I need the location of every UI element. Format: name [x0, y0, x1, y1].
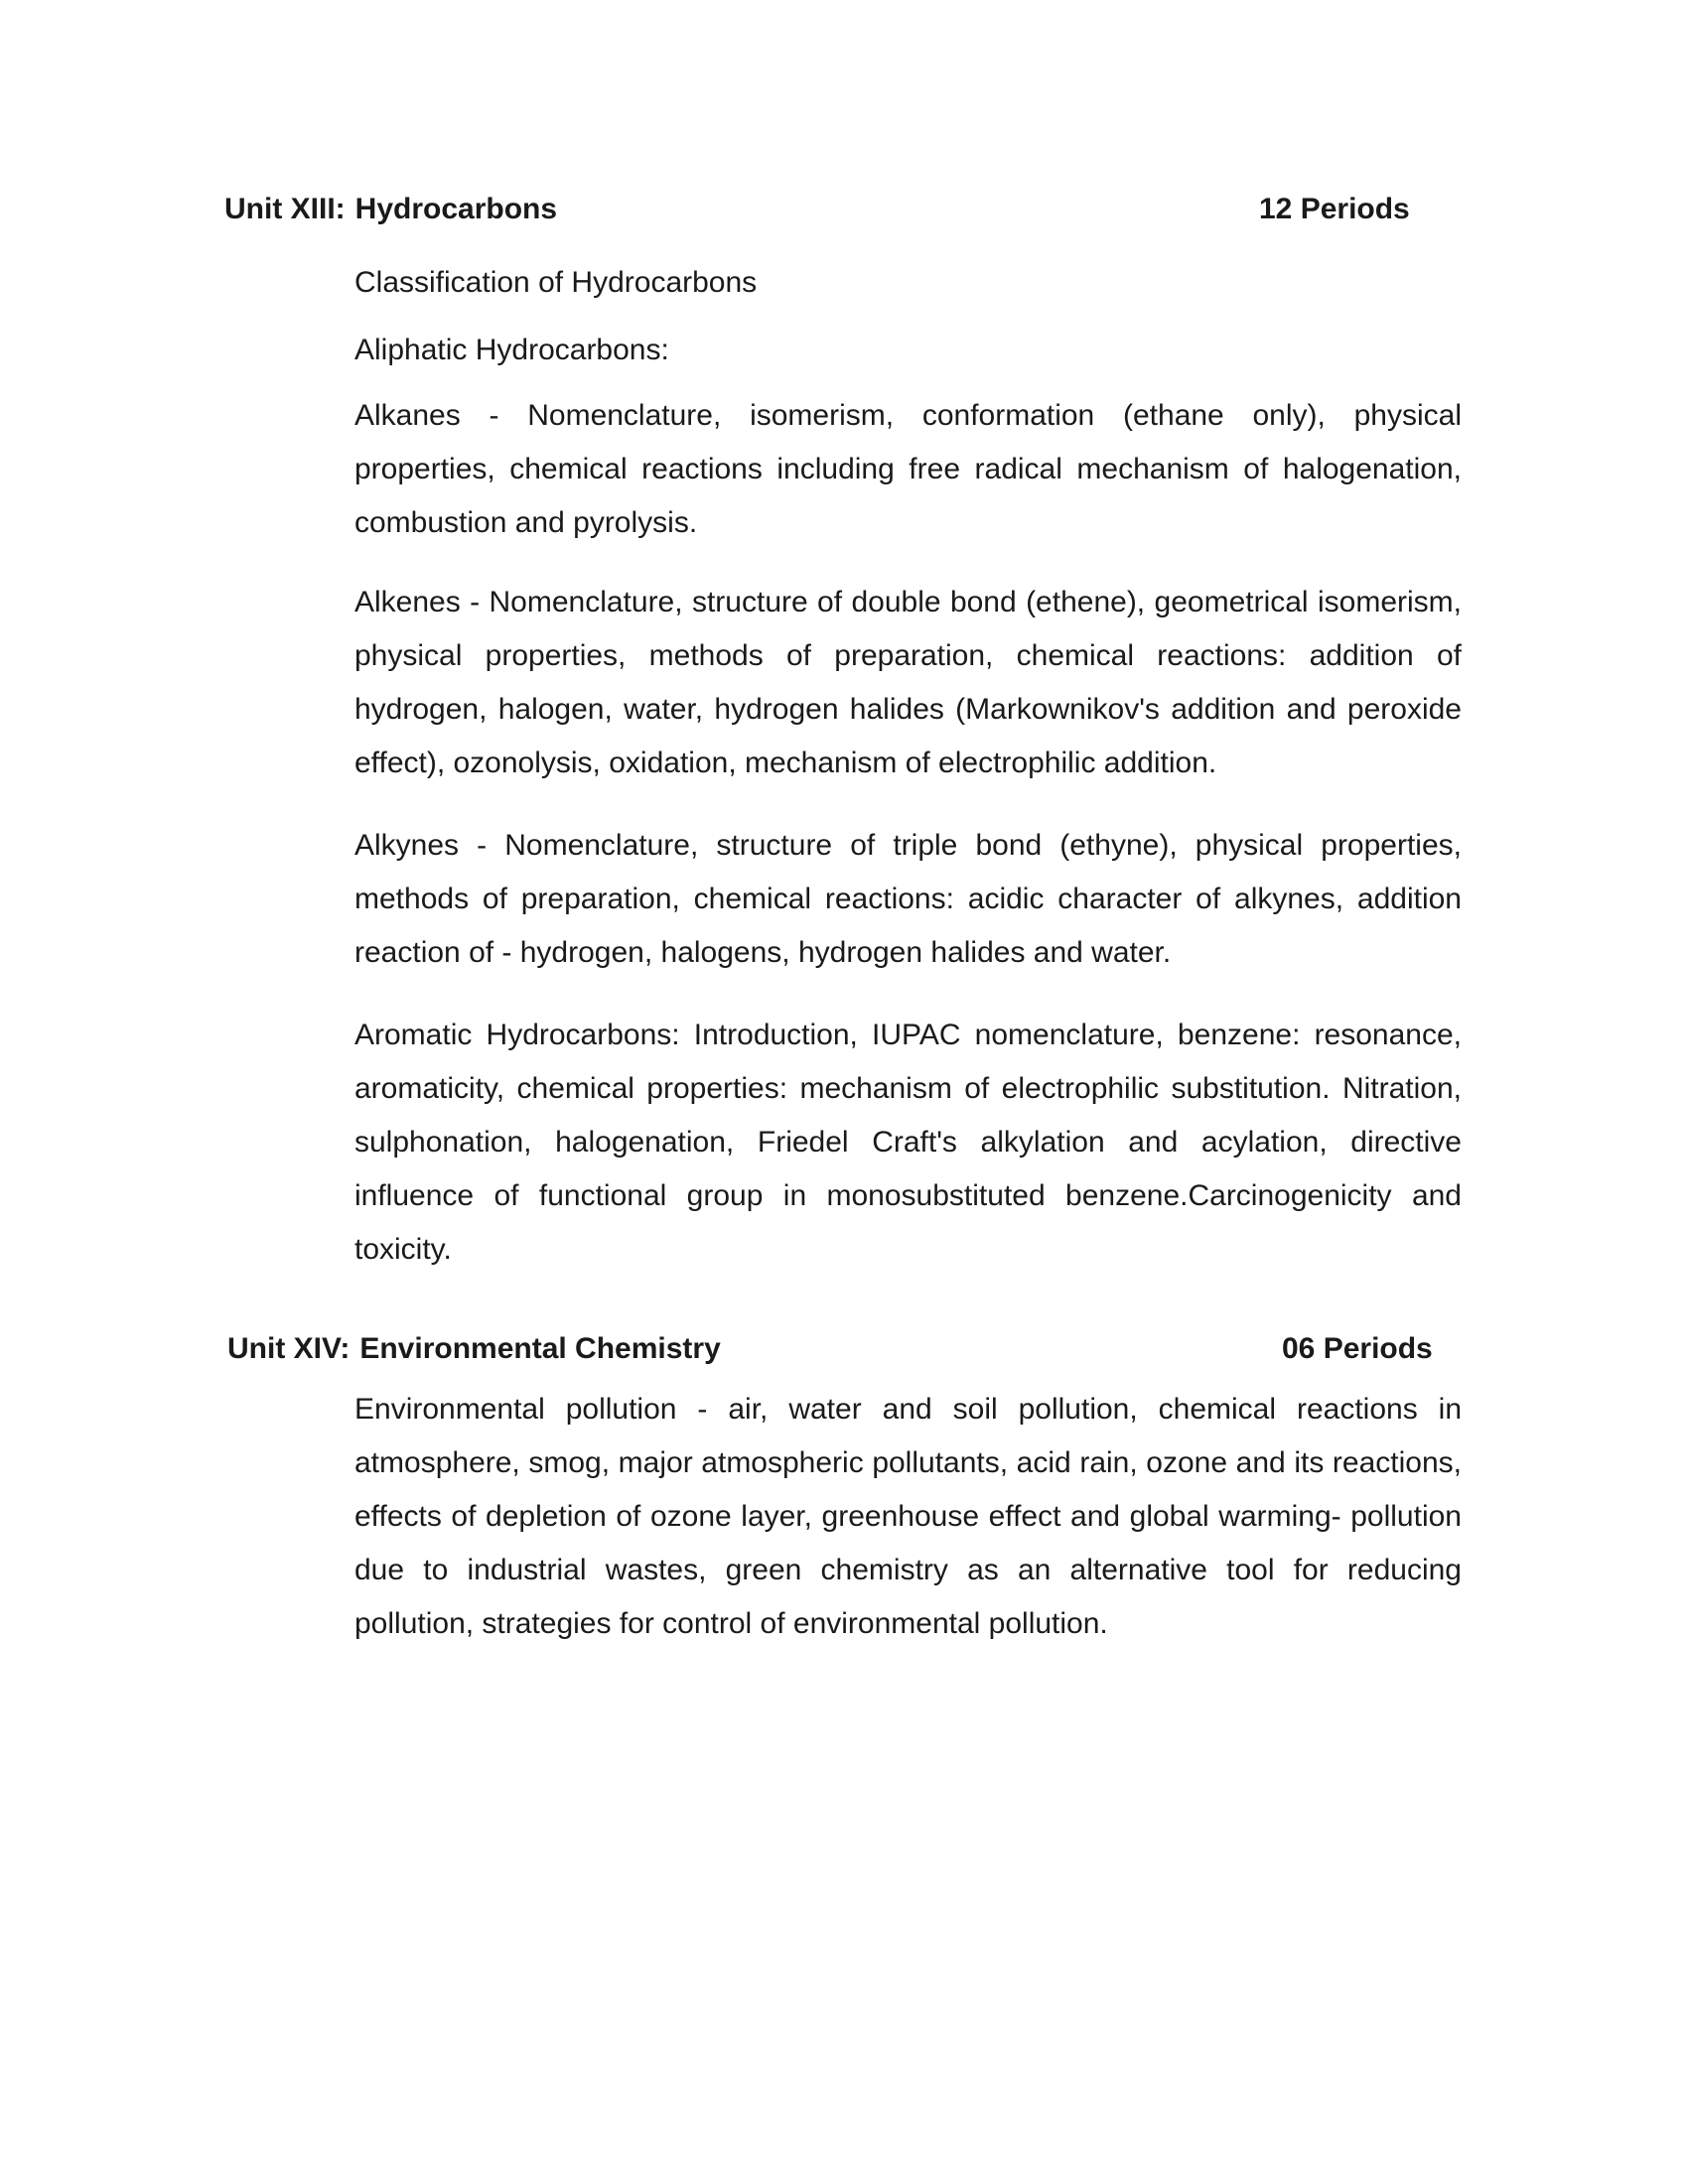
unit-13-title: Hydrocarbons — [354, 193, 558, 225]
unit-14-periods: 06 Periods — [1282, 1332, 1433, 1365]
environmental-paragraph: Environmental pollution - air, water and soil pollution, chemical reactions in atmosphere, smog, major atmospheric pollutants, acid rain, ozone and its reactions, effects of depletion of ozone layer, greenhouse effect and global warming- pollution due to industrial wastes, green chemistry as an alternative tool for reducing pollution, strategies for control of environmental pollution. — [354, 1393, 1462, 1640]
unit-13-periods: 12 Periods — [1259, 193, 1410, 225]
unit-13-code: Unit XIII: — [224, 193, 346, 225]
unit-13-heading — [224, 190, 557, 229]
classification-line: Classification of Hydrocarbons — [354, 266, 758, 299]
unit-14-heading — [227, 1329, 721, 1369]
unit-14-code: Unit XIV: — [227, 1332, 351, 1365]
aromatic-paragraph: Aromatic Hydrocarbons: Introduction, IUPAC nomenclature, benzene: resonance, aromaticity, chemical properties: mechanism of electrophilic substitution. Nitration, sulphonation, halogenation, Friedel Craft's alkylation and acylation, directive influence of functional group in monosubstituted benzene.Carcinogenicity and toxicity. — [354, 1019, 1462, 1266]
aliphatic-subheading: Aliphatic Hydrocarbons: — [354, 334, 669, 366]
alkanes-paragraph: Alkanes - Nomenclature, isomerism, conformation (ethane only), physical properties, chemical reactions including free radical mechanism of halogenation, combustion and pyrolysis. — [354, 399, 1462, 539]
unit-14-title: Environmental Chemistry — [359, 1332, 721, 1365]
alkynes-paragraph: Alkynes - Nomenclature, structure of triple bond (ethyne), physical properties, methods of preparation, chemical reactions: acidic character of alkynes, addition reaction of - hydrogen, halogens, hydrogen halides and water. — [354, 829, 1462, 969]
alkenes-paragraph: Alkenes - Nomenclature, structure of double bond (ethene), geometrical isomerism, physical properties, methods of preparation, chemical reactions: addition of hydrogen, halogen, water, hydrogen halides (Markownikov's addition and peroxide effect), ozonolysis, oxidation, mechanism of electrophilic addition. — [354, 586, 1462, 779]
